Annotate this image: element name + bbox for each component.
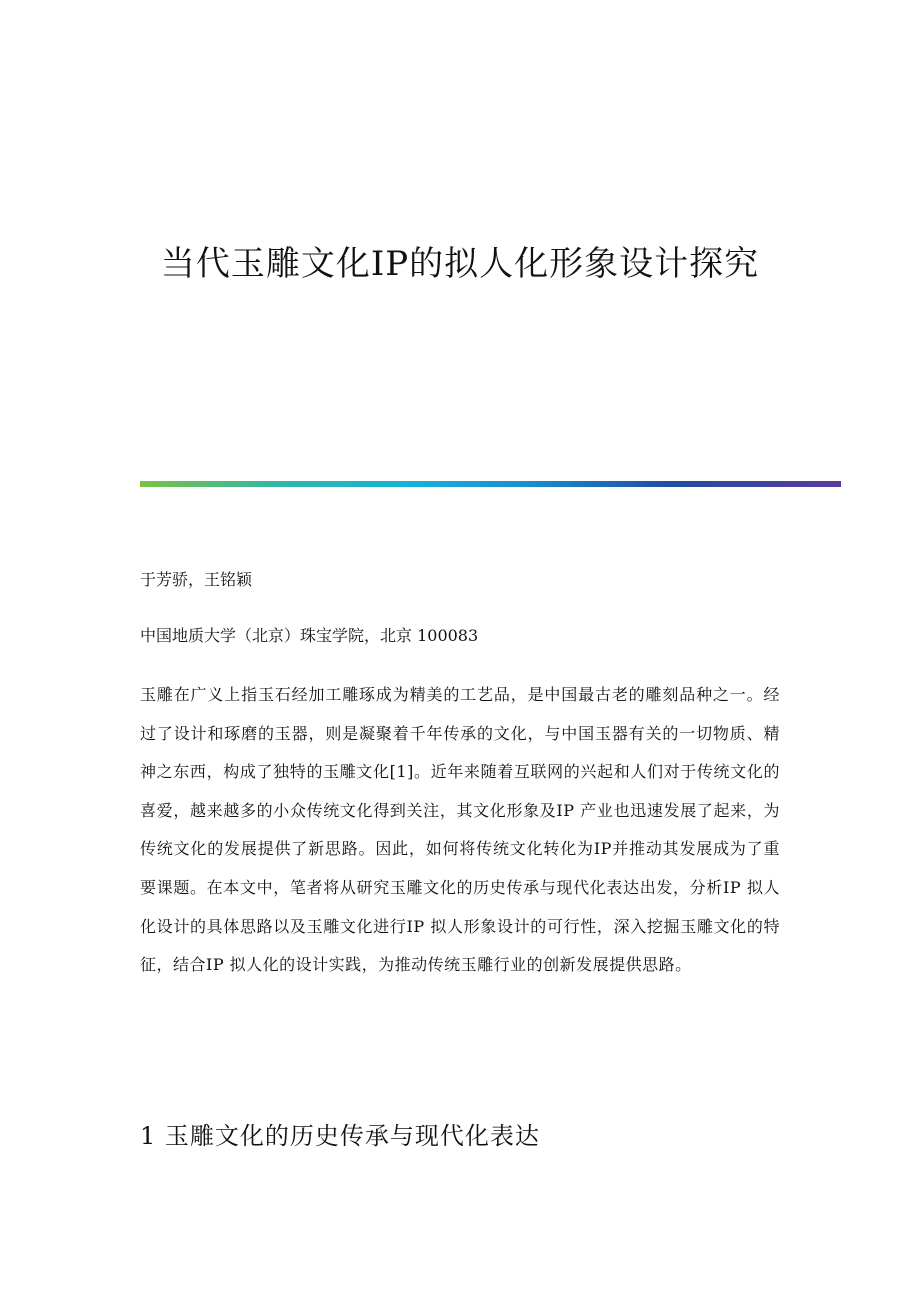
section-heading: 1 玉雕文化的历史传承与现代化表达: [140, 1122, 540, 1150]
paper-title: 当代玉雕文化IP的拟人化形象设计探究: [160, 244, 760, 284]
authors: 于芳骄，王铭颖: [140, 570, 253, 589]
affiliation: 中国地质大学（北京）珠宝学院，北京 100083: [140, 626, 479, 645]
abstract-paragraph: 玉雕在广义上指玉石经加工雕琢成为精美的工艺品，是中国最古老的雕刻品种之一。经过了设计和琢磨的玉器，则是凝聚着千年传承的文化，与中国玉器有关的一切物质、精神之东西，构成了独特的玉雕文化[1]。近年来随着互联网的兴起和人们对于传统文化的喜爱，越来越多的小众传统文化得到关注，其文化形象及IP 产业也迅速发展了起来，为传统文化的发展提供了新思路。因此，如何将传统文化转化为IP并推动其发展成为了重要课题。在本文中，笔者将从研究玉雕文化的历史传承与现代化表达出发，分析IP 拟人化设计的具体思路以及玉雕文化进行IP 拟人形象设计的可行性，深入挖掘玉雕文化的特征，结合IP 拟人化的设计实践，为推动传统玉雕行业的创新发展提供思路。: [140, 685, 780, 975]
title-divider: [140, 481, 841, 487]
